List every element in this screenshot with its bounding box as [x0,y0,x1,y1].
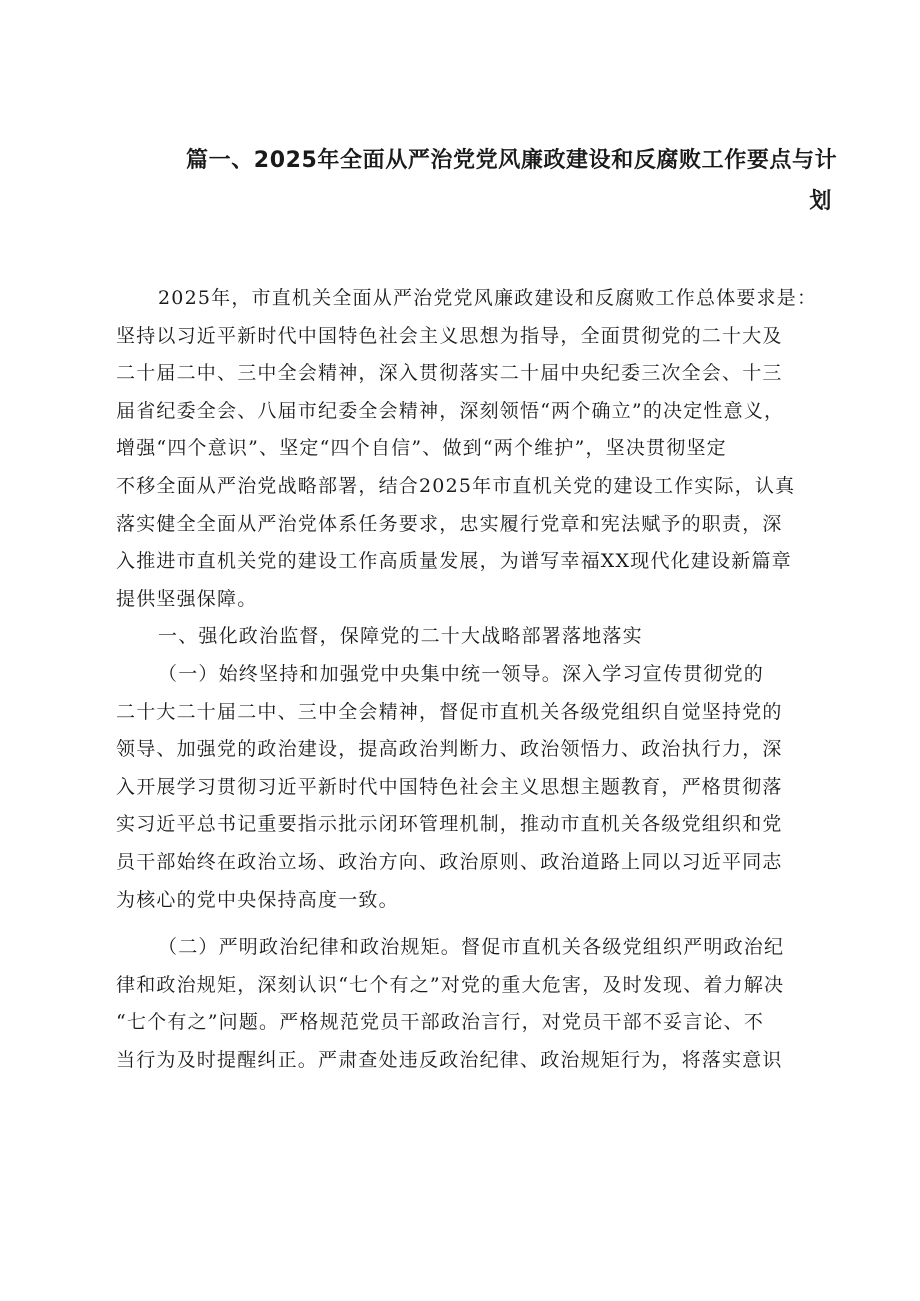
paragraph-2 [116,929,836,1079]
text-line: 届省纪委全会、八届市纪委全会精神，深刻领悟“两个确立”的决定性意义， [116,399,785,422]
title-line-2: 划 [809,189,832,214]
text-line: 当行为及时提醒纠正。严肃查处违反政治纪律、政治规矩行为，将落实意识 [116,1048,783,1071]
text-line: 二十大二十届二中、三中全会精神，督促市直机关各级党组织自觉坚持党的 [116,700,783,723]
text-line: “七个有之”问题。严格规范党员干部政治言行，对党员干部不妥言论、不 [116,1011,765,1034]
intro-paragraph [116,280,836,618]
text-line: 不移全面从严治党战略部署，结合2025年市直机关党的建设工作实际，认真 [116,474,796,497]
text-line: 实习近平总书记重要指示批示闭环管理机制，推动市直机关各级党组织和党 [116,813,783,836]
text-line: 员干部始终在政治立场、政治方向、政治原则、政治道路上同以习近平同志 [116,850,783,873]
text-line: 提供坚强保障。 [116,587,258,610]
text-line: 坚持以习近平新时代中国特色社会主义思想为指导，全面贯彻党的二十大及 [116,324,783,347]
text-line: （一）始终坚持和加强党中央集中统一领导。深入学习宣传贯彻党的 [158,662,765,685]
paragraph-1 [116,656,836,919]
document-title [186,143,836,220]
text-line: 增强“四个意识”、坚定“四个自信”、做到“两个维护”，坚决贯彻坚定 [116,437,727,460]
title-line-1: 篇一、2025年全面从严治党党风廉政建设和反腐败工作要点与计 [186,148,838,173]
text-line: 二十届二中、三中全会精神，深入贯彻落实二十届中央纪委三次全会、十三 [116,362,783,385]
text-line: 领导、加强党的政治建设，提高政治判断力、政治领悟力、政治执行力，深 [116,738,783,761]
text-line: （二）严明政治纪律和政治规矩。督促市直机关各级党组织严明政治纪 [158,936,785,959]
text-line: 律和政治规矩，深刻认识“七个有之”对党的重大危害，及时发现、着力解决 [116,973,785,996]
text-line: 入开展学习贯彻习近平新时代中国特色社会主义思想主题教育，严格贯彻落 [116,775,783,798]
text-line: 2025年，市直机关全面从严治党党风廉政建设和反腐败工作总体要求是： [158,287,818,309]
section-heading [116,618,836,656]
text-line: 落实健全全面从严治党体系任务要求，忠实履行党章和宪法赋予的职责，深 [116,512,783,535]
text-line: 入推进市直机关党的建设工作高质量发展，为谱写幸福XX现代化建设新篇章 [116,550,792,573]
document-body [116,280,836,1079]
section-1-heading: 一、强化政治监督，保障党的二十大战略部署落地落实 [158,625,643,648]
text-line: 为核心的党中央保持高度一致。 [116,888,399,911]
